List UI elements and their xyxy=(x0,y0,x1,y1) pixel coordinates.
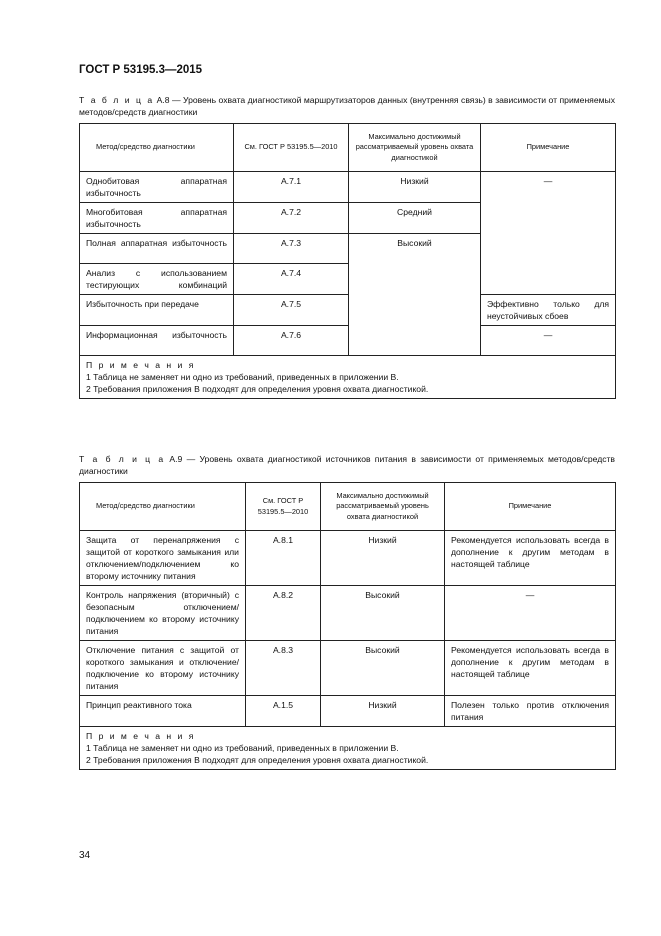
reference-cell: A.7.2 xyxy=(234,203,349,234)
table-a9-caption xyxy=(79,453,615,477)
level-cell: Высокий xyxy=(349,234,481,356)
method-cell: Однобитовая аппаратная избыточность xyxy=(80,172,234,203)
page-number: 34 xyxy=(79,850,91,861)
reference-cell: A.7.1 xyxy=(234,172,349,203)
reference-cell: A.7.4 xyxy=(234,264,349,295)
reference-cell: A.8.3 xyxy=(246,641,321,696)
method-cell: Принцип реактивного тока xyxy=(80,696,246,727)
table-notes xyxy=(80,727,616,770)
note-cell: Рекомендуется использовать всегда в дополнение к другим методам в настоящей таблице xyxy=(445,641,616,696)
level-cell: Высокий xyxy=(321,641,445,696)
column-header-level: Максимально достижимый рассматриваемый уровень охвата диагностикой xyxy=(321,483,445,531)
column-header-method: Метод/средство диагностики xyxy=(80,483,246,531)
column-header-note: Примечание xyxy=(481,124,616,172)
table-row xyxy=(80,172,616,203)
note-item: 1 Таблица не заменяет ни одно из требований, приведенных в приложении B. xyxy=(86,743,399,753)
column-header-method: Метод/средство диагностики xyxy=(80,124,234,172)
note-cell: Эффективно только для неустойчивых сбоев xyxy=(481,295,616,326)
reference-cell: A.1.5 xyxy=(246,696,321,727)
note-cell: Рекомендуется использовать всегда в дополнение к другим методам в настоящей таблице xyxy=(445,531,616,586)
method-cell: Избыточность при передаче xyxy=(80,295,234,326)
column-header-reference: См. ГОСТ Р 53195.5—2010 xyxy=(234,124,349,172)
table-a9-caption-text: A.9 — Уровень охвата диагностикой источников питания в зависимости от применяемых методов/средств диагностики xyxy=(79,454,616,476)
method-cell: Отключение питания с защитой от короткого замыкания и отключение/подключение ко второму источнику питания xyxy=(80,641,246,696)
reference-cell: A.8.1 xyxy=(246,531,321,586)
method-cell: Анализ с использованием тестирующих комбинаций xyxy=(80,264,234,295)
note-item: 2 Требования приложения В подходят для определения уровня охвата диагностикой. xyxy=(86,755,429,765)
notes-title: П р и м е ч а н и я xyxy=(86,731,196,741)
note-cell: — xyxy=(481,172,616,295)
table-a8-caption-label: Т а б л и ц а xyxy=(79,95,155,105)
level-cell: Низкий xyxy=(349,172,481,203)
level-cell: Высокий xyxy=(321,586,445,641)
note-cell: — xyxy=(445,586,616,641)
method-cell: Информационная избыточность xyxy=(80,326,234,356)
level-cell: Низкий xyxy=(321,696,445,727)
reference-cell: A.7.6 xyxy=(234,326,349,356)
reference-cell: A.8.2 xyxy=(246,586,321,641)
table-a8-header-row xyxy=(80,124,616,172)
table-a9-caption-label: Т а б л и ц а xyxy=(79,454,166,464)
method-cell: Защита от перенапряжения с защитой от короткого замыкания или отключением/подключением ко второму источнику питания xyxy=(80,531,246,586)
notes-title: П р и м е ч а н и я xyxy=(86,360,196,370)
table-row xyxy=(80,531,616,586)
table-row xyxy=(80,641,616,696)
note-item: 1 Таблица не заменяет ни одно из требований, приведенных в приложении B. xyxy=(86,372,399,382)
level-cell: Средний xyxy=(349,203,481,234)
table-a9 xyxy=(79,482,616,770)
table-a8-notes-row xyxy=(80,356,616,399)
method-cell: Контроль напряжения (вторичный) с безопасным отключением/подключением ко второму источнику питания xyxy=(80,586,246,641)
table-a9-notes-row xyxy=(80,727,616,770)
table-a8-caption xyxy=(79,94,615,118)
table-a8 xyxy=(79,123,616,399)
column-header-note: Примечание xyxy=(445,483,616,531)
note-cell: Полезен только против отключения питания xyxy=(445,696,616,727)
note-cell: — xyxy=(481,326,616,356)
note-item: 2 Требования приложения В подходят для определения уровня охвата диагностикой. xyxy=(86,384,429,394)
method-cell: Полная аппаратная избыточность xyxy=(80,234,234,264)
reference-cell: A.7.3 xyxy=(234,234,349,264)
method-cell: Многобитовая аппаратная избыточность xyxy=(80,203,234,234)
column-header-level: Максимально достижимый рассматриваемый уровень охвата диагностикой xyxy=(349,124,481,172)
table-notes xyxy=(80,356,616,399)
table-row xyxy=(80,696,616,727)
reference-cell: A.7.5 xyxy=(234,295,349,326)
document-title: ГОСТ Р 53195.3—2015 xyxy=(79,64,203,76)
table-a8-caption-text: A.8 — Уровень охвата диагностикой маршрутизаторов данных (внутренняя связь) в зависимости от применяемых методов/средств диагностики xyxy=(79,95,615,117)
table-row xyxy=(80,586,616,641)
level-cell: Низкий xyxy=(321,531,445,586)
table-row xyxy=(80,326,616,356)
column-header-reference: См. ГОСТ Р 53195.5—2010 xyxy=(246,483,321,531)
table-a9-header-row xyxy=(80,483,616,531)
table-row xyxy=(80,295,616,326)
